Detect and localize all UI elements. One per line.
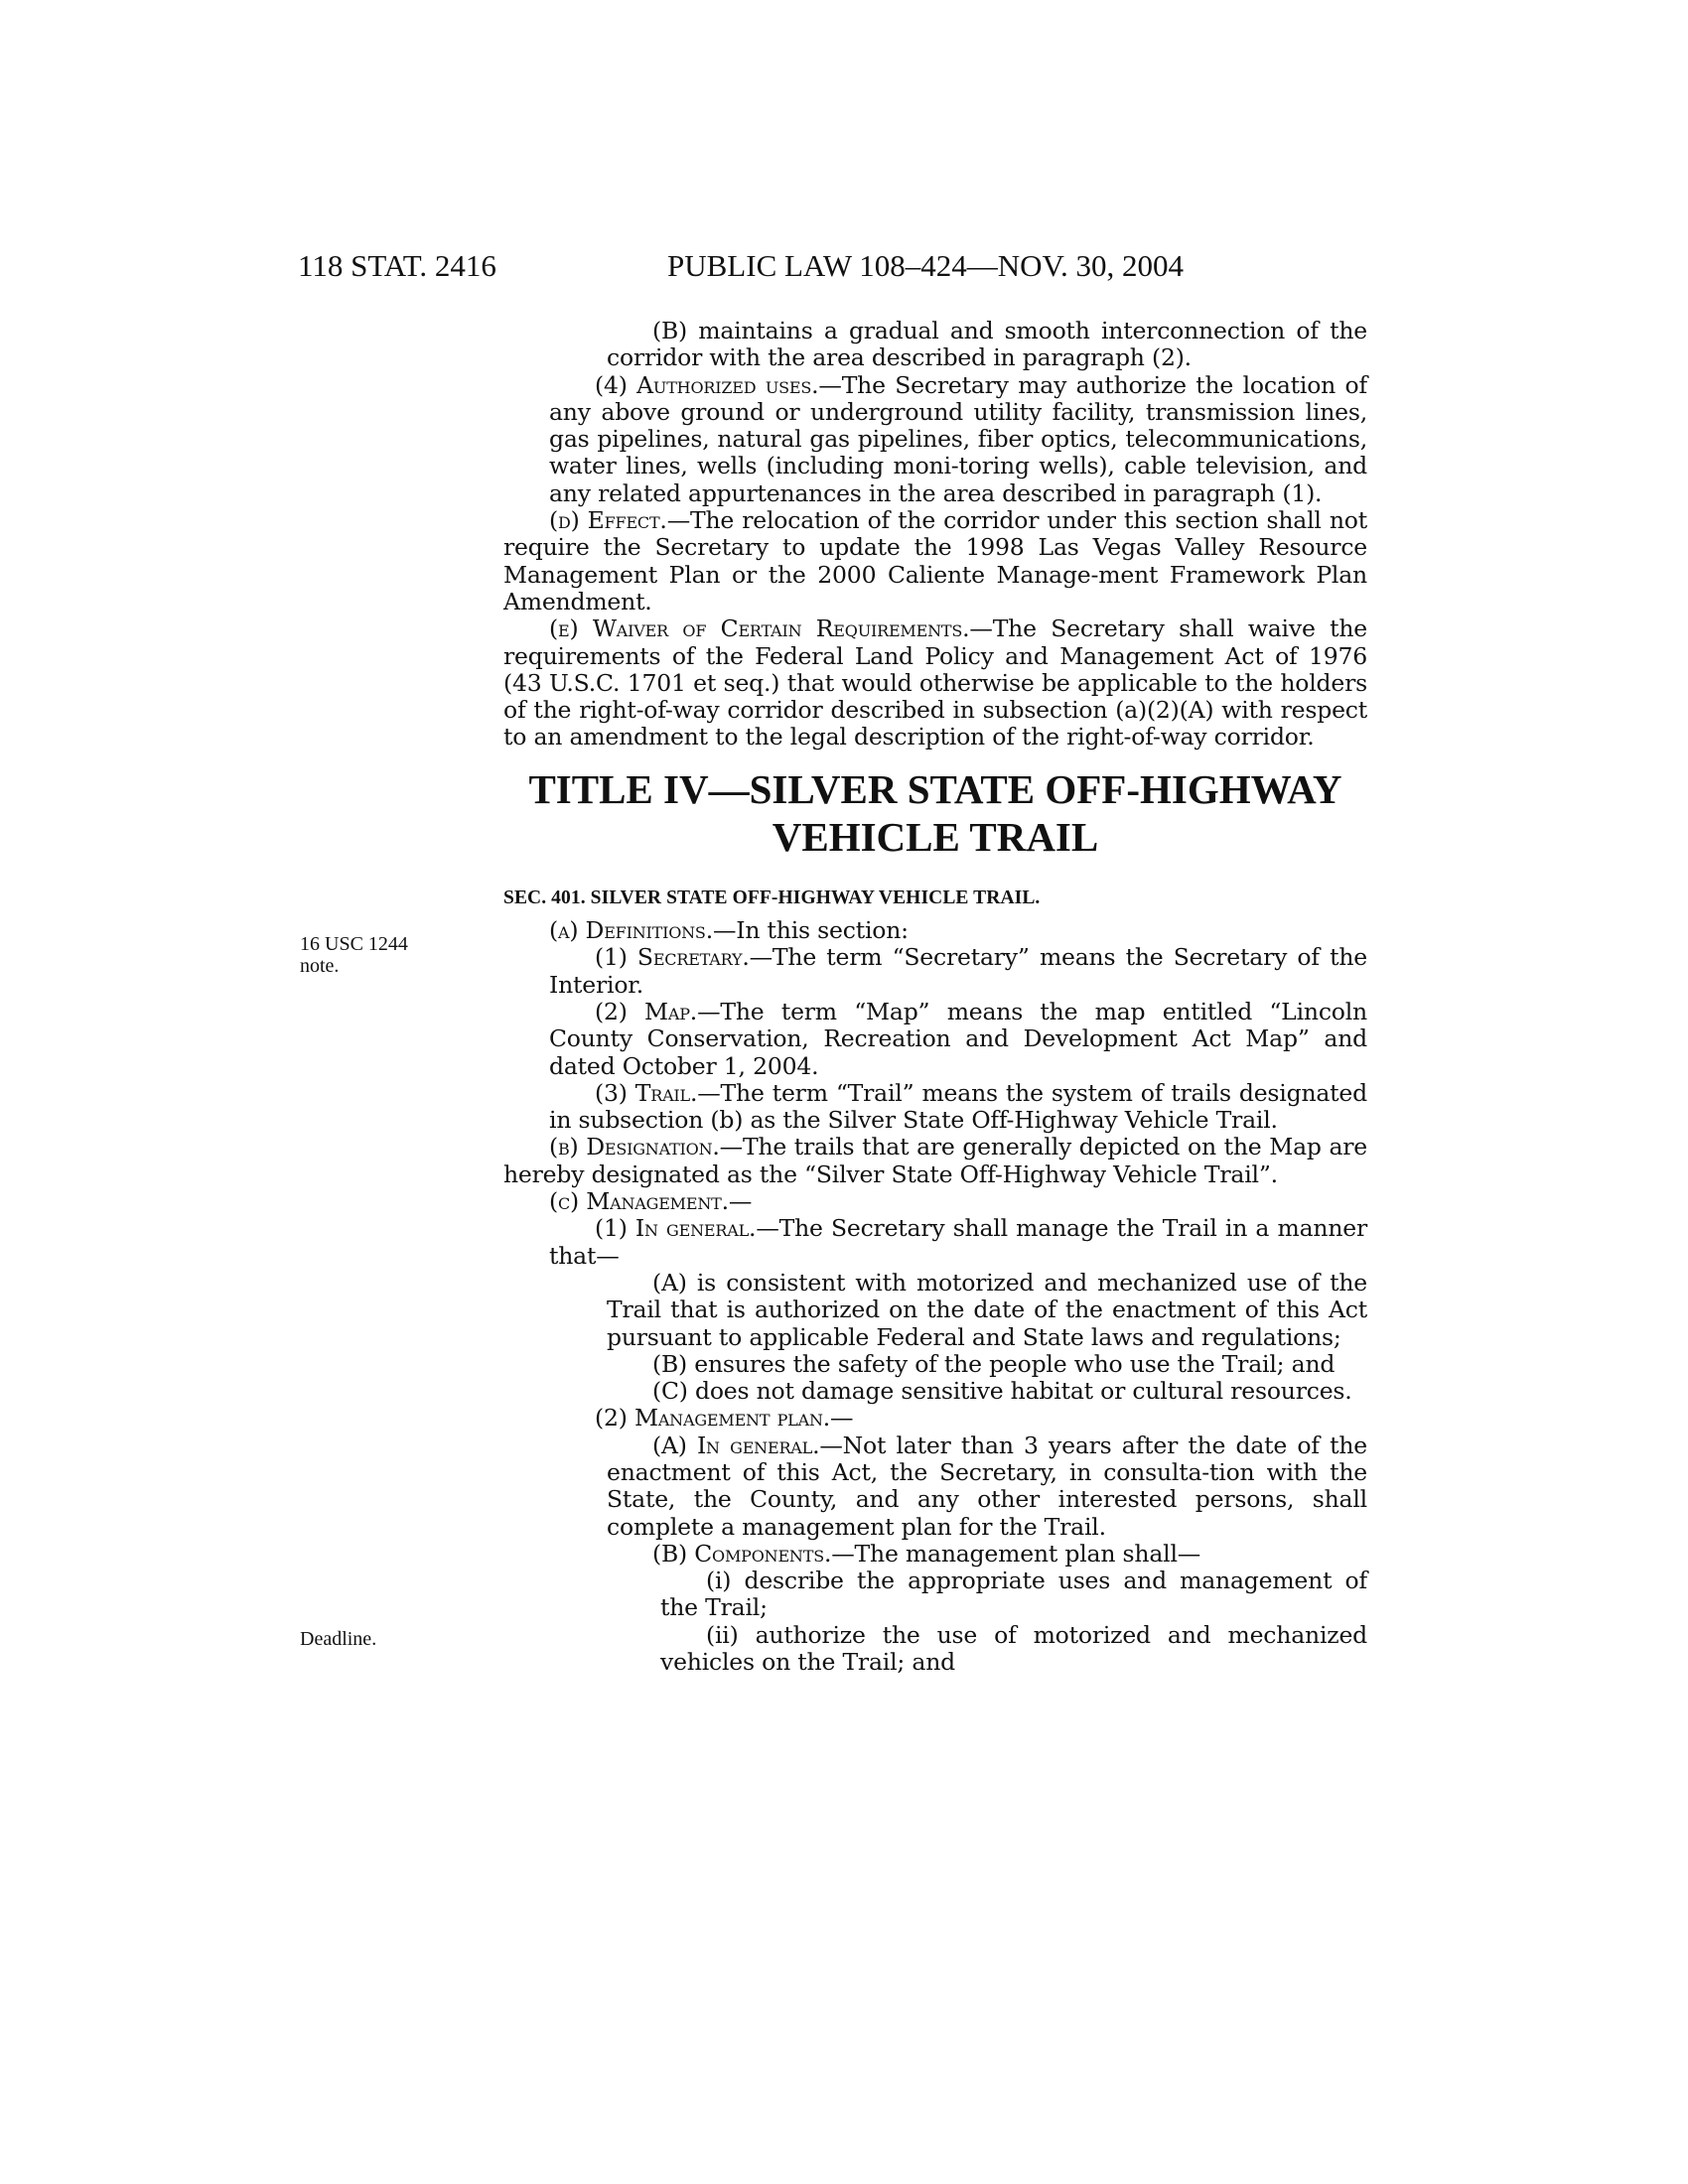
paragraph-label: (2) Map. <box>595 997 698 1025</box>
title-line-1: TITLE IV—SILVER STATE OFF-HIGHWAY <box>528 765 1342 812</box>
paragraph-c2-management-plan <box>503 1405 1367 1432</box>
paragraph-4-authorized-uses <box>503 372 1367 507</box>
subsection-a-definitions <box>503 917 1367 944</box>
paragraph-text: —The Secretary shall manage the Trail in a manner that— <box>549 1214 1367 1270</box>
subparagraph-c1b: (B) ensures the safety of the people who use the Trail; and <box>652 1349 1336 1378</box>
subsection-label: (a) Definitions. <box>549 916 713 945</box>
subparagraph-c2a-in-general <box>503 1433 1367 1541</box>
section-heading: SEC. 401. SILVER STATE OFF-HIGHWAY VEHICLE TRAIL. <box>503 887 1041 908</box>
title-heading <box>503 765 1367 861</box>
paragraph-text: — <box>830 1404 854 1433</box>
definition-secretary <box>503 944 1367 999</box>
paragraph-label: (1) In general. <box>595 1214 757 1243</box>
subparagraph-text: —Not later than 3 years after the date of the enactment of this Act, the Secretary, in consulta-tion with the State, the County, and any other interested persons, shall complete a management plan for the Trail. <box>607 1431 1367 1541</box>
subsection-b-designation <box>503 1134 1367 1188</box>
definition-map <box>503 999 1367 1080</box>
paragraph-text: —The term “Secretary” means the Secretary of the Interior. <box>549 943 1367 999</box>
usc-citation: 16 USC 1244 <box>300 933 408 955</box>
subsection-text: —In this section: <box>712 916 909 945</box>
subsection-label: (d) Effect. <box>549 506 667 535</box>
paragraph-text: —The Secretary may authorize the location of any above ground or underground utility facility, transmission lines, gas pipelines, natural gas pipelines, fiber optics, telecommunications, water lines, wells (including moni-toring wells), cable television, and any related appurtenances in the area described in paragraph (1). <box>549 370 1367 507</box>
subparagraph-label: (B) Components. <box>652 1539 832 1568</box>
paragraph-label: (4) Authorized uses. <box>595 370 819 399</box>
document-body <box>503 318 1367 1676</box>
running-head <box>0 248 1688 288</box>
paragraph-label: (2) Management plan. <box>595 1404 831 1433</box>
subsection-text: —The relocation of the corridor under this section shall not require the Secretary to update the 1998 Las Vegas Valley Resource Management Plan or the 2000 Caliente Manage-ment Framework Plan Amendment. <box>503 506 1367 615</box>
statute-page-number: 118 STAT. 2416 <box>298 248 496 283</box>
title-line-2: VEHICLE TRAIL <box>772 813 1099 860</box>
clause-c2b-ii: (ii) authorize the use of motorized and mechanized vehicles on the Trail; and <box>660 1620 1367 1677</box>
usc-note: note. <box>300 955 340 977</box>
public-law-title: PUBLIC LAW 108–424—NOV. 30, 2004 <box>667 248 1184 283</box>
paragraph-b-interconnection: (B) maintains a gradual and smooth interconnection of the corridor with the area described in paragraph (2). <box>607 317 1367 372</box>
paragraph-text: —The term “Trail” means the system of trails designated in subsection (b) as the Silver State Off-Highway Vehicle Trail. <box>549 1078 1367 1135</box>
subsection-d-effect <box>503 507 1367 615</box>
subparagraph-text: —The management plan shall— <box>831 1539 1201 1568</box>
margin-note-usc <box>300 933 408 977</box>
subparagraph-label: (A) In general. <box>652 1431 820 1459</box>
subsection-e-waiver <box>503 615 1367 751</box>
paragraph-c1-in-general <box>503 1215 1367 1270</box>
subsection-label: (e) Waiver of Certain Requirements. <box>549 614 970 643</box>
subsection-label: (c) Management. <box>549 1187 729 1216</box>
definition-trail <box>503 1080 1367 1135</box>
subsection-label: (b) Designation. <box>549 1133 720 1161</box>
paragraph-label: (1) Secretary. <box>595 943 750 972</box>
clause-c2b-i: (i) describe the appropriate uses and management of the Trail; <box>660 1567 1367 1622</box>
subsection-text: —The trails that are generally depicted on the Map are hereby designated as the “Silver State Off-Highway Vehicle Trail”. <box>503 1133 1367 1188</box>
subparagraph-c1c: (C) does not damage sensitive habitat or cultural resources. <box>652 1377 1352 1406</box>
paragraph-text: —The term “Map” means the map entitled “Lincoln County Conservation, Recreation and Development Act Map” and dated October 1, 2004. <box>549 997 1367 1080</box>
margin-note-deadline: Deadline. <box>300 1628 377 1650</box>
paragraph-label: (3) Trail. <box>595 1078 698 1107</box>
subsection-text: — <box>728 1187 753 1216</box>
subparagraph-c1a: (A) is consistent with motorized and mechanized use of the Trail that is authorized on the date of the enactment of this Act pursuant to applicable Federal and State laws and regulations; <box>607 1268 1367 1351</box>
subsection-text: —The Secretary shall waive the requirements of the Federal Land Policy and Management Act of 1976 (43 U.S.C. 1701 et seq.) that would otherwise be applicable to the holders of the right-of-way corridor described in subsection (a)(2)(A) with respect to an amendment to the legal description of the right-of-way corridor. <box>503 614 1367 751</box>
subsection-c-management <box>503 1188 1367 1215</box>
subparagraph-c2b-components <box>503 1541 1367 1568</box>
